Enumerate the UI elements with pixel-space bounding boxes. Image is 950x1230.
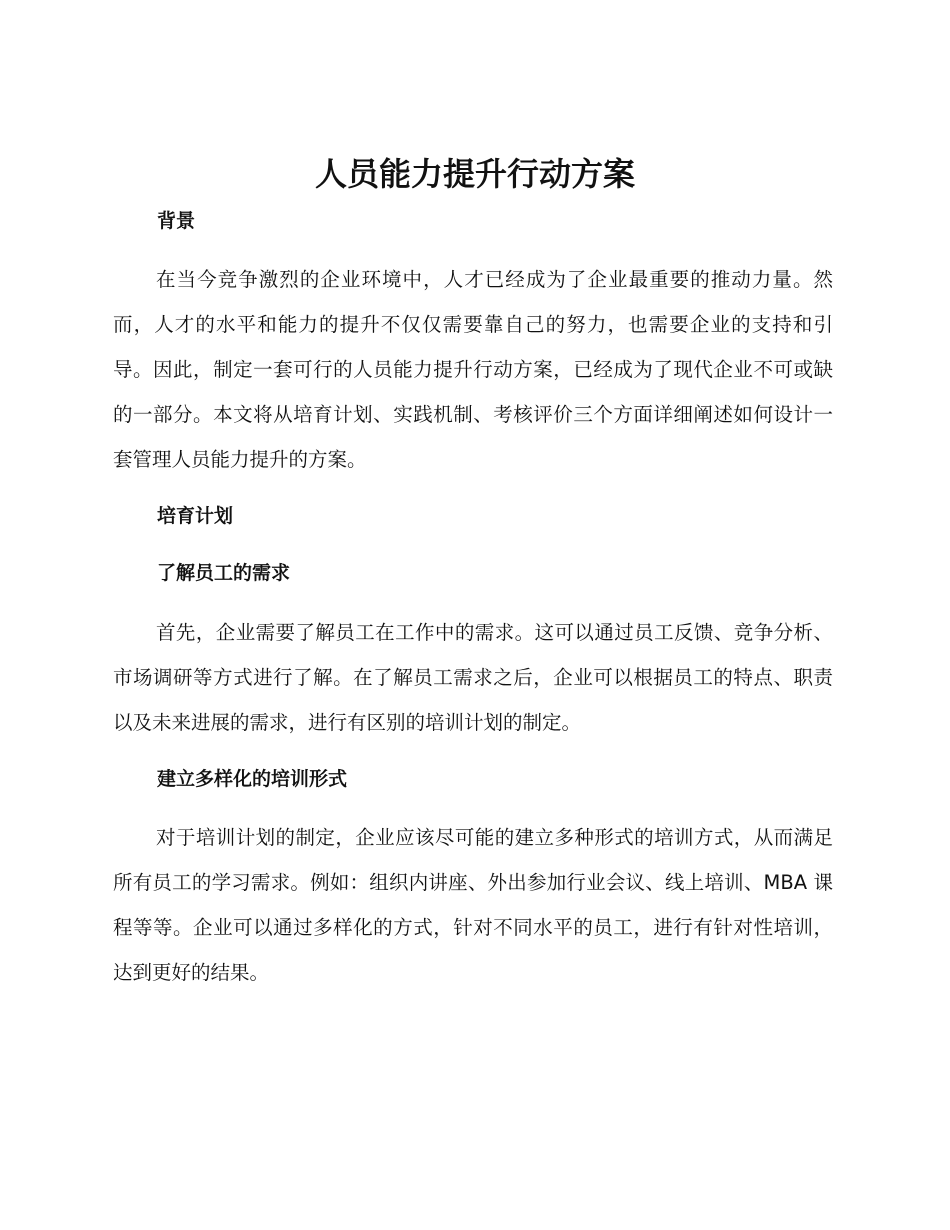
paragraph-needs: 首先，企业需要了解员工在工作中的需求。这可以通过员工反馈、竞争分析、市场调研等方式进行了解。在了解员工需求之后，企业可以根据员工的特点、职责以及未来进展的需求，进行有区别的培训计划的制定。 [113, 621, 833, 734]
document-title: 人员能力提升行动方案 [314, 155, 635, 193]
paragraph-background: 在当今竞争激烈的企业环境中，人才已经成为了企业最重要的推动力量。然而，人才的水平和能力的提升不仅仅需要靠自己的努力，也需要企业的支持和引导。因此，制定一套可行的人员能力提升行动方案，已经成为了现代企业不可或缺的一部分。本文将从培育计划、实践机制、考核评价三个方面详细阐述如何设计一套管理人员能力提升的方案。 [113, 268, 833, 471]
section-heading-background: 背景 [157, 210, 196, 232]
section-heading-training-plan: 培育计划 [157, 505, 234, 527]
subsection-heading-needs: 了解员工的需求 [157, 562, 291, 584]
paragraph-training-forms: 对于培训计划的制定，企业应该尽可能的建立多种形式的培训方式，从而满足所有员工的学习需求。例如：组织内讲座、外出参加行业会议、线上培训、MBA 课程等等。企业可以通过多样化的方式，针对不同水平的员工，进行有针对性培训，达到更好的结果。 [113, 826, 833, 984]
subsection-heading-training-forms: 建立多样化的培训形式 [157, 768, 348, 790]
